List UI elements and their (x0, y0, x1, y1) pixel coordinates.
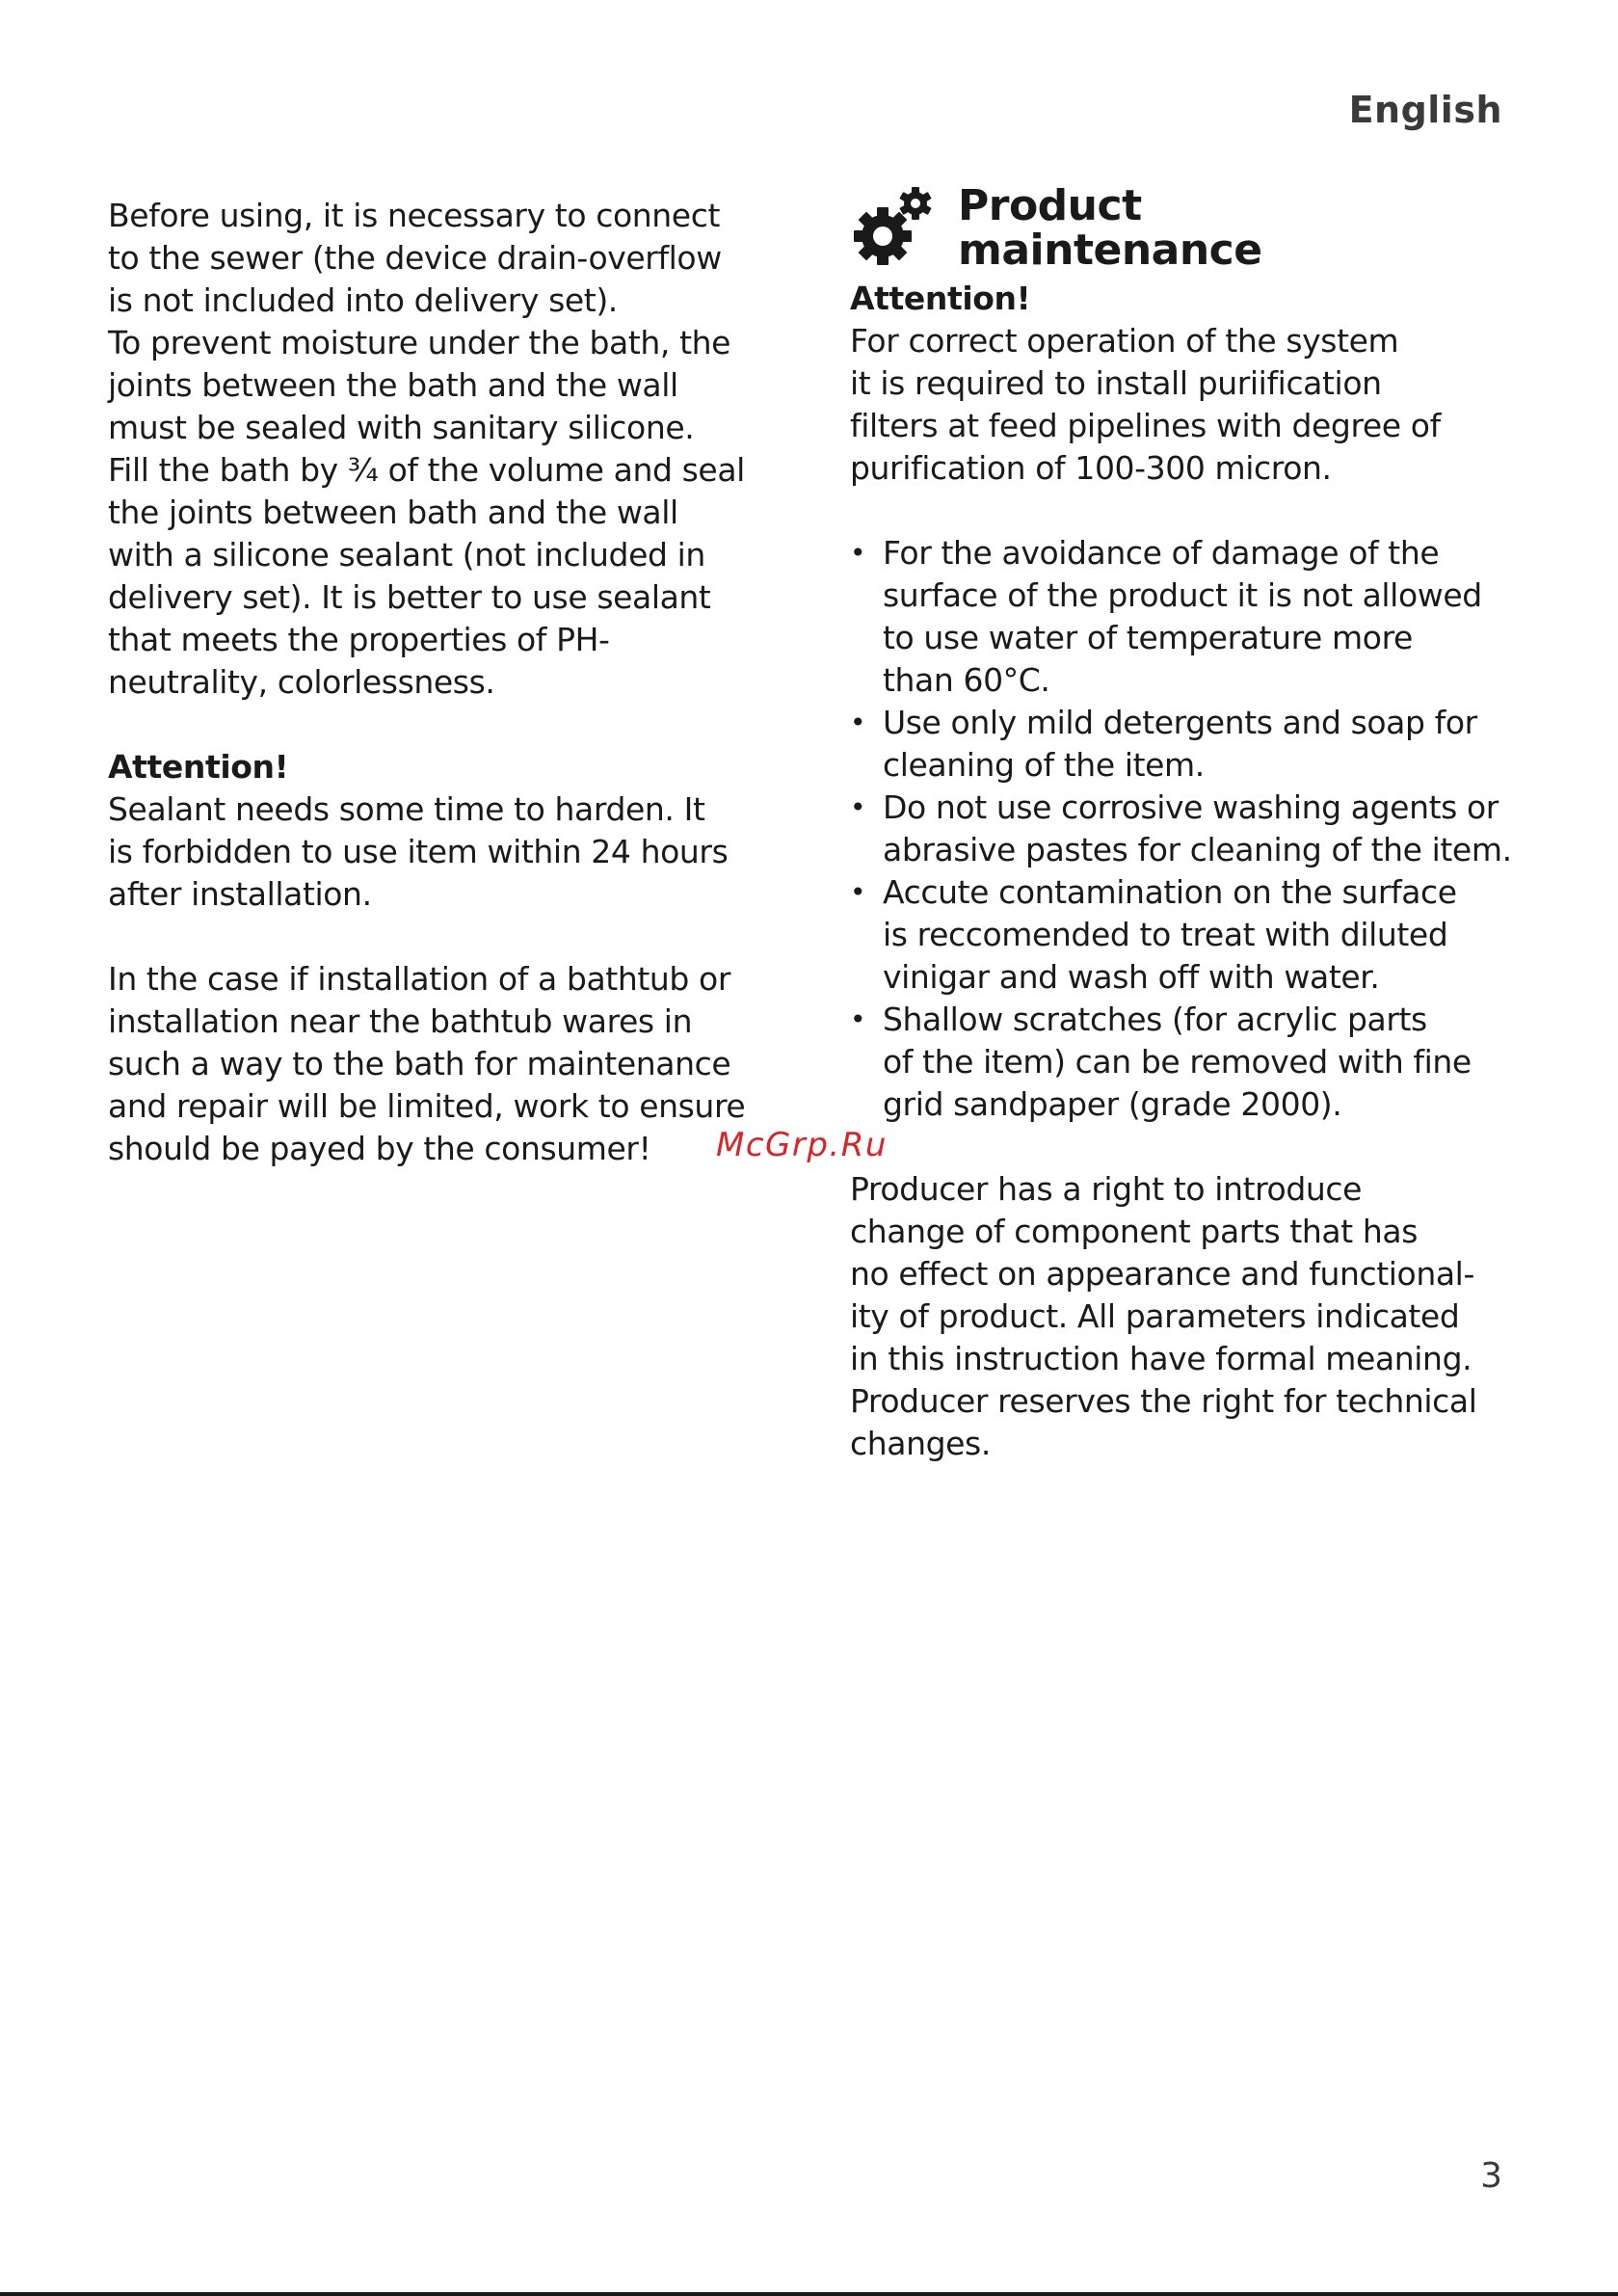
list-item (850, 532, 1525, 702)
text-line: • Accute contamination on the surface (883, 873, 1457, 911)
title-line: maintenance (958, 226, 1262, 275)
text-line: joints between the bath and the wall (108, 366, 678, 404)
watermark: McGrp.Ru (716, 1126, 888, 1164)
text-line: • Do not use corrosive washing agents or (883, 788, 1499, 826)
list-item (850, 871, 1525, 999)
text-line: change of component parts that has (850, 1213, 1419, 1250)
text-line: the joints between bath and the wall (108, 494, 678, 531)
language-label: English (1348, 89, 1502, 131)
list-item (850, 702, 1525, 787)
title-line: Product (958, 181, 1142, 230)
text-line: ity of product. All parameters indicated (850, 1297, 1460, 1335)
text-line: and repair will be limited, work to ensure (108, 1087, 746, 1125)
text-line: that meets the properties of PH- (108, 621, 610, 658)
text-line: grid sandpaper (grade 2000). (883, 1085, 1342, 1123)
right-column (850, 181, 1525, 1465)
text-line: Sealant needs some time to harden. It (108, 790, 705, 828)
text-line: no effect on appearance and functional- (850, 1255, 1474, 1293)
text-line: • Shallow scratches (for acrylic parts (883, 1001, 1427, 1038)
text-line: to use water of temperature more (883, 619, 1413, 656)
list-item (850, 787, 1525, 871)
text-line: installation near the bathtub wares in (108, 1002, 693, 1040)
text-line: changes. (850, 1425, 991, 1462)
text-line: delivery set). It is better to use sealant (108, 578, 711, 616)
text-line: cleaning of the item. (883, 746, 1205, 784)
text-line: is forbidden to use item within 24 hours (108, 833, 729, 870)
disclaimer-paragraph (850, 1168, 1525, 1465)
page-number: 3 (1480, 2156, 1502, 2196)
section-heading (850, 181, 1525, 278)
text-line: neutrality, colorlessness. (108, 663, 495, 701)
text-line: To prevent moisture under the bath, the (108, 324, 731, 361)
text-line: • Use only mild detergents and soap for (883, 704, 1477, 741)
text-line: surface of the product it is not allowed (883, 576, 1482, 614)
text-line: Fill the bath by ¾ of the volume and seal (108, 451, 745, 489)
text-line: is not included into delivery set). (108, 281, 618, 319)
text-line: after installation. (108, 875, 372, 913)
text-line: such a way to the bath for maintenance (108, 1045, 731, 1082)
text-line: Producer has a right to introduce (850, 1170, 1363, 1208)
text-line: Before using, it is necessary to connect (108, 197, 720, 234)
left-column (108, 195, 782, 1170)
text-line: vinigar and wash off with water. (883, 958, 1380, 996)
bottom-divider (0, 2292, 1618, 2296)
text-line: • For the avoidance of damage of the (883, 534, 1440, 572)
text-line: should be payed by the consumer! (108, 1130, 651, 1167)
text-line: abrasive pastes for cleaning of the item. (883, 831, 1512, 868)
text-line: of the item) can be removed with fine (883, 1043, 1472, 1081)
gears-icon (850, 186, 937, 273)
text-line: to the sewer (the device drain-overflow (108, 239, 722, 277)
text-line: In the case if installation of a bathtub or (108, 960, 730, 998)
text-line: than 60°C. (883, 661, 1050, 699)
page-title (958, 181, 1262, 275)
text-line: filters at feed pipelines with degree of (850, 407, 1441, 444)
intro-paragraph (108, 195, 782, 704)
text-line: it is required to install puriification (850, 364, 1382, 402)
maintenance-list (850, 532, 1525, 1126)
attention-label: Attention! (108, 748, 289, 786)
text-line: with a silicone sealant (not included in (108, 536, 705, 574)
sealant-attention (108, 746, 782, 916)
list-item (850, 999, 1525, 1126)
filter-attention (850, 278, 1525, 490)
attention-label: Attention! (850, 280, 1031, 317)
text-line: in this instruction have formal meaning. (850, 1340, 1472, 1377)
text-line: must be sealed with sanitary silicone. (108, 409, 695, 446)
consumer-note (108, 958, 782, 1170)
text-line: For correct operation of the system (850, 322, 1399, 360)
text-line: is reccomended to treat with diluted (883, 916, 1448, 953)
text-line: Producer reserves the right for technical (850, 1382, 1477, 1420)
text-line: purification of 100-300 micron. (850, 449, 1332, 487)
